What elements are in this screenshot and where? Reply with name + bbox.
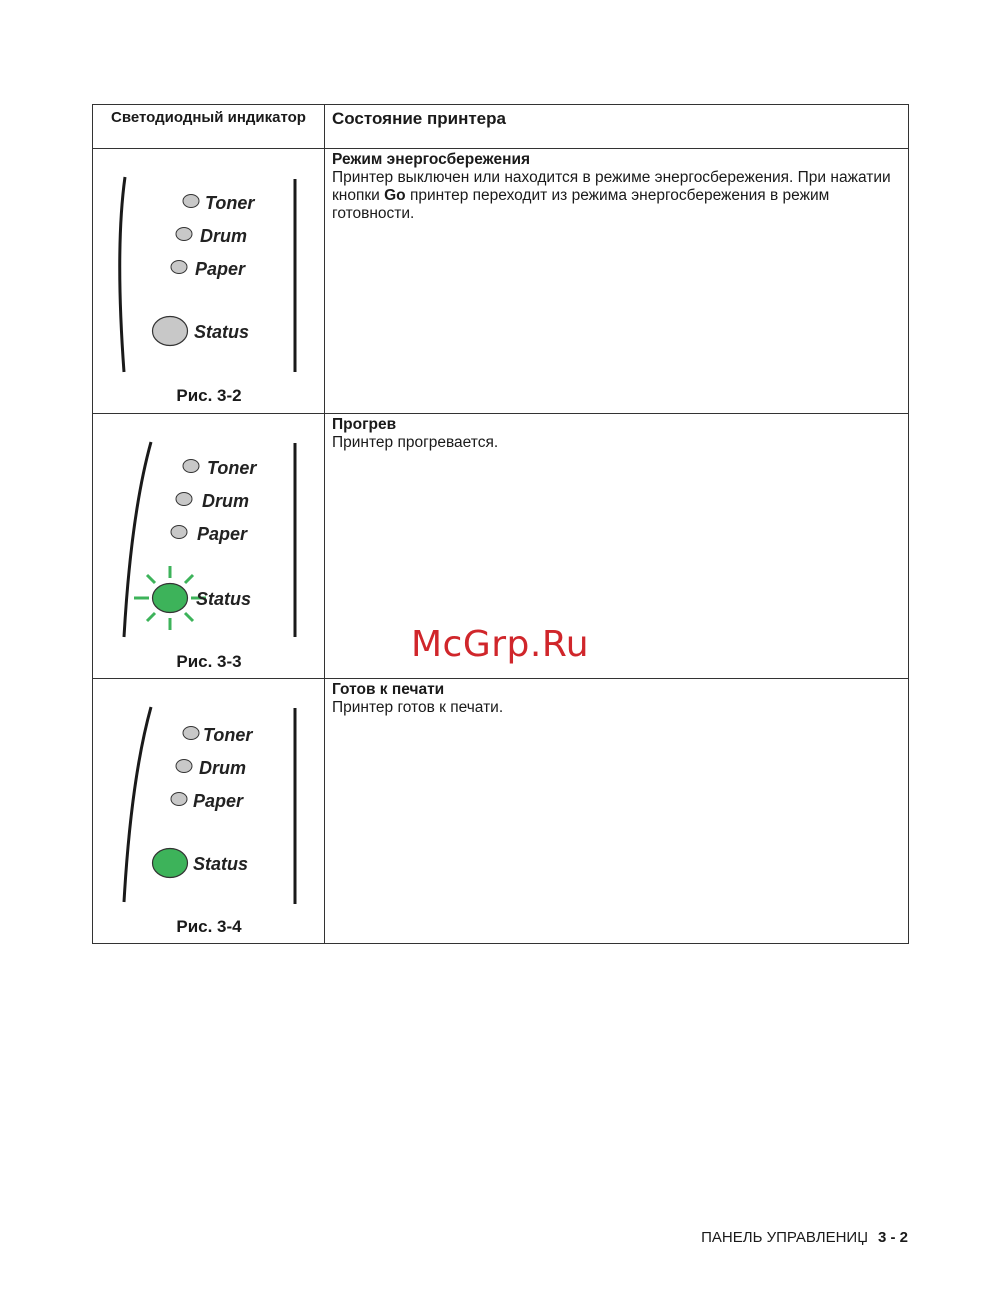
toner-led-icon bbox=[183, 727, 199, 740]
state-description: Принтер прогревается. bbox=[332, 434, 499, 451]
paper-label: Paper bbox=[197, 524, 248, 544]
drum-led-icon bbox=[176, 760, 192, 773]
panel-bracket-left bbox=[124, 442, 151, 637]
figure-caption: Рис. 3-3 bbox=[176, 652, 242, 671]
toner-led-icon bbox=[183, 460, 199, 473]
table-header-row bbox=[93, 105, 909, 149]
go-button-reference: Go bbox=[384, 187, 406, 204]
toner-label: Toner bbox=[207, 458, 257, 478]
toner-led-icon bbox=[183, 195, 199, 208]
paper-label: Paper bbox=[193, 791, 244, 811]
figure-caption: Рис. 3-4 bbox=[176, 917, 242, 936]
panel-bracket-left bbox=[120, 177, 125, 372]
status-led-blinking-icon bbox=[153, 584, 188, 613]
state-title: Режим энергосбережения bbox=[332, 151, 531, 168]
toner-label: Toner bbox=[205, 193, 255, 213]
state-description: Принтер готов к печати. bbox=[332, 699, 504, 716]
state-description-cell bbox=[325, 679, 909, 944]
led-status-table bbox=[92, 104, 909, 944]
page-footer bbox=[701, 1229, 908, 1246]
drum-led-icon bbox=[176, 493, 192, 506]
table-row bbox=[93, 149, 909, 414]
state-description: Принтер выключен или находится в режиме энергосбережения. При нажатии кнопки Go принтер переходит из режима энергосбережения в режим готовности. bbox=[332, 169, 891, 222]
paper-led-icon bbox=[171, 526, 187, 539]
paper-led-icon bbox=[171, 261, 187, 274]
paper-label: Paper bbox=[195, 259, 246, 279]
toner-label: Toner bbox=[203, 725, 253, 745]
led-panel-figure bbox=[93, 679, 325, 943]
paper-led-icon bbox=[171, 793, 187, 806]
header-printer-state: Состояние принтера bbox=[325, 105, 909, 149]
drum-led-icon bbox=[176, 228, 192, 241]
led-panel-figure bbox=[93, 149, 325, 413]
status-led-on-icon bbox=[153, 849, 188, 878]
table-row bbox=[93, 679, 909, 944]
state-title: Готов к печати bbox=[332, 681, 445, 698]
drum-label: Drum bbox=[200, 226, 248, 246]
panel-bracket-left bbox=[124, 707, 151, 902]
status-label: Status bbox=[193, 854, 249, 874]
status-led-off-icon bbox=[153, 317, 188, 346]
page-number: 3 - 2 bbox=[877, 1229, 908, 1246]
figure-caption: Рис. 3-2 bbox=[176, 386, 242, 405]
drum-label: Drum bbox=[202, 491, 250, 511]
led-figure-cell bbox=[93, 679, 325, 944]
state-description-cell bbox=[325, 149, 909, 414]
status-label: Status bbox=[194, 322, 250, 342]
drum-label: Drum bbox=[199, 758, 247, 778]
state-title: Прогрев bbox=[332, 416, 397, 433]
header-led-indicator: Светодиодный индикатор bbox=[93, 105, 325, 149]
watermark: McGrp.Ru bbox=[410, 624, 590, 665]
status-label: Status bbox=[196, 589, 252, 609]
footer-section-title: ПАНЕЛЬ УПРАВЛЕНИЏ bbox=[701, 1229, 868, 1246]
led-figure-cell bbox=[93, 149, 325, 414]
